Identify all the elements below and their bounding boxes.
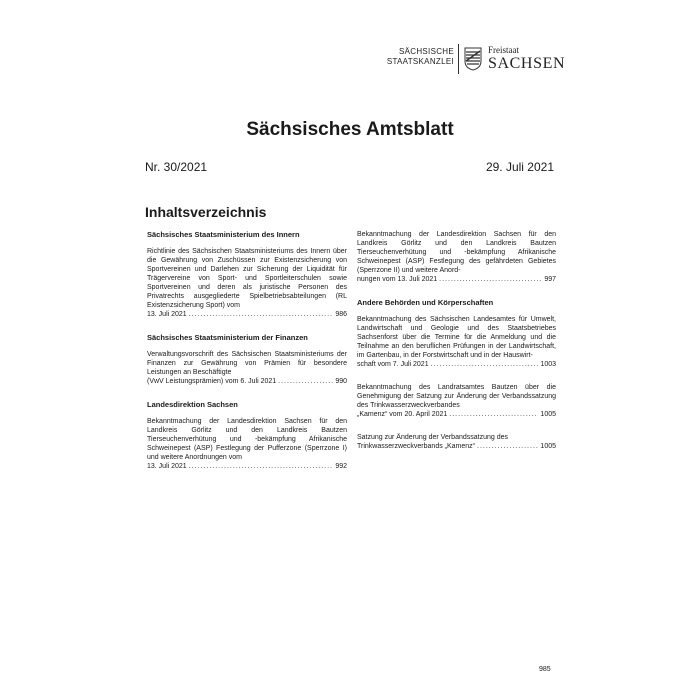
toc-entry[interactable] — [357, 315, 556, 369]
entry-last-line — [357, 442, 556, 451]
entry-text: Satzung zur Änderung der Verbandssatzung des — [357, 434, 508, 441]
entry-text: Bekanntmachung des Landratsamtes Bautzen über die Genehmigung der Satzung zur Änderung der Verbandssatzung des Trinkwasserzweckverbandes — [357, 384, 556, 409]
entry-last-text: „Kamenz“ vom 20. April 2021 — [357, 411, 448, 418]
issue-date: 29. Juli 2021 — [485, 160, 554, 174]
dot-leader — [431, 360, 539, 369]
entry-last-line — [147, 462, 347, 471]
logo-left-line1: SÄCHSISCHE — [398, 47, 454, 56]
section-heading: Sächsisches Staatsministerium der Finanzen — [147, 333, 308, 342]
entry-page-number: 986 — [335, 311, 347, 318]
entry-page-number: 1005 — [540, 443, 556, 450]
entry-last-line — [357, 360, 556, 369]
issue-number: Nr. 30/2021 — [145, 160, 208, 174]
entry-last-text: 13. Juli 2021 — [147, 311, 187, 318]
entry-text: Bekanntmachung der Landesdirektion Sachsen für den Landkreis Görlitz und den Landkreis Bautzen Tierseuchenverhütung und -bekämpfung Afrikanische Schweinepest (ASP) Festlegung der Pufferzone (Sperrzone I) und weitere Anordnungen vom — [147, 418, 347, 461]
toc-entry[interactable] — [357, 383, 556, 419]
toc-section — [357, 298, 556, 451]
toc-entry[interactable] — [147, 417, 347, 471]
logo-divider — [458, 44, 459, 74]
freistaat-sachsen-logo-text — [488, 45, 565, 72]
entry-last-line — [147, 310, 347, 319]
entry-last-line — [357, 275, 556, 284]
dot-leader — [449, 410, 538, 419]
dot-leader — [278, 377, 333, 386]
toc-heading: Inhaltsverzeichnis — [145, 204, 267, 220]
dot-leader — [439, 275, 542, 284]
toc-entry[interactable] — [147, 350, 347, 386]
staatskanzlei-logo-text — [387, 47, 454, 67]
logo-left-line2: STAATSKANZLEI — [386, 57, 454, 66]
section-heading: Andere Behörden und Körperschaften — [357, 298, 494, 307]
entry-page-number: 1003 — [540, 361, 556, 368]
entry-page-number: 990 — [335, 378, 347, 385]
entry-last-line — [147, 377, 347, 386]
toc-section — [147, 400, 347, 471]
logo-right-big: SACHSEN — [488, 55, 566, 72]
toc-entry[interactable] — [357, 230, 556, 284]
dot-leader — [189, 462, 334, 471]
entry-last-line — [357, 410, 556, 419]
entry-last-text: 13. Juli 2021 — [147, 463, 187, 470]
toc-entry[interactable] — [147, 247, 347, 319]
section-heading: Sächsisches Staatsministerium des Innern — [147, 230, 300, 239]
toc-left-column — [147, 230, 347, 485]
entry-text: Verwaltungsvorschrift des Sächsischen Staatsministeriums der Finanzen zur Gewährung von Prämien für besondere Leistungen an Beschäftigte — [147, 351, 347, 376]
entry-text: Bekanntmachung der Landesdirektion Sachsen für den Landkreis Görlitz und den Landkreis Bautzen Tierseuchenverhütung und -bekämpfung Afrikanische Schweinepest (ASP) Festlegung des gefährdeten Gebietes (Sperrzone II) und weitere Anord- — [357, 231, 556, 274]
dot-leader — [189, 310, 334, 319]
entry-page-number: 992 — [335, 463, 347, 470]
entry-last-text: schaft vom 7. Juli 2021 — [357, 361, 429, 368]
entry-page-number: 997 — [544, 276, 556, 283]
entry-text: Richtlinie des Sächsischen Staatsministeriums des Innern über die Gewährung von Zuschüssen zur Existenzsicherung von Sportvereinen und Darlehen zur Sicherung der Liquidität für Trägervereine von Sport- und Sportleiterschulen sowie Sportvereinen und deren als juristische Personen des Privatrechts ausgegliederte Spielbetriebsabteilungen (RL Existenzsicherung Sport) vom — [147, 248, 347, 309]
section-heading: Landesdirektion Sachsen — [147, 400, 238, 409]
entry-last-text: Trinkwasserzweckverbands „Kamenz“ — [357, 443, 475, 450]
header-logo — [374, 44, 564, 74]
toc-right-column — [357, 230, 556, 465]
logo-right-small: Freistaat — [488, 45, 519, 55]
toc-entry[interactable] — [357, 433, 556, 451]
dot-leader — [477, 442, 538, 451]
entry-last-text: (VwV Leistungsprämien) vom 6. Juli 2021 — [147, 378, 277, 385]
entry-text: Bekanntmachung des Sächsischen Landesamtes für Umwelt, Landwirtschaft und Geologie und des Staatsbetriebes Sachsenforst über die Termine für die Anmeldung und die Teilnahme an den beruflichen Prüfungen in der Landwirtschaft, im Gartenbau, in der Forstwirtschaft und in der Hauswirt- — [357, 316, 556, 359]
toc-section — [147, 333, 347, 386]
page-number: 985 — [539, 666, 551, 673]
entry-page-number: 1005 — [540, 411, 556, 418]
document-title: Sächsisches Amtsblatt — [246, 119, 454, 140]
saxony-crest-icon — [464, 47, 482, 71]
toc-section — [147, 230, 347, 319]
entry-last-text: nungen vom 13. Juli 2021 — [357, 276, 438, 283]
